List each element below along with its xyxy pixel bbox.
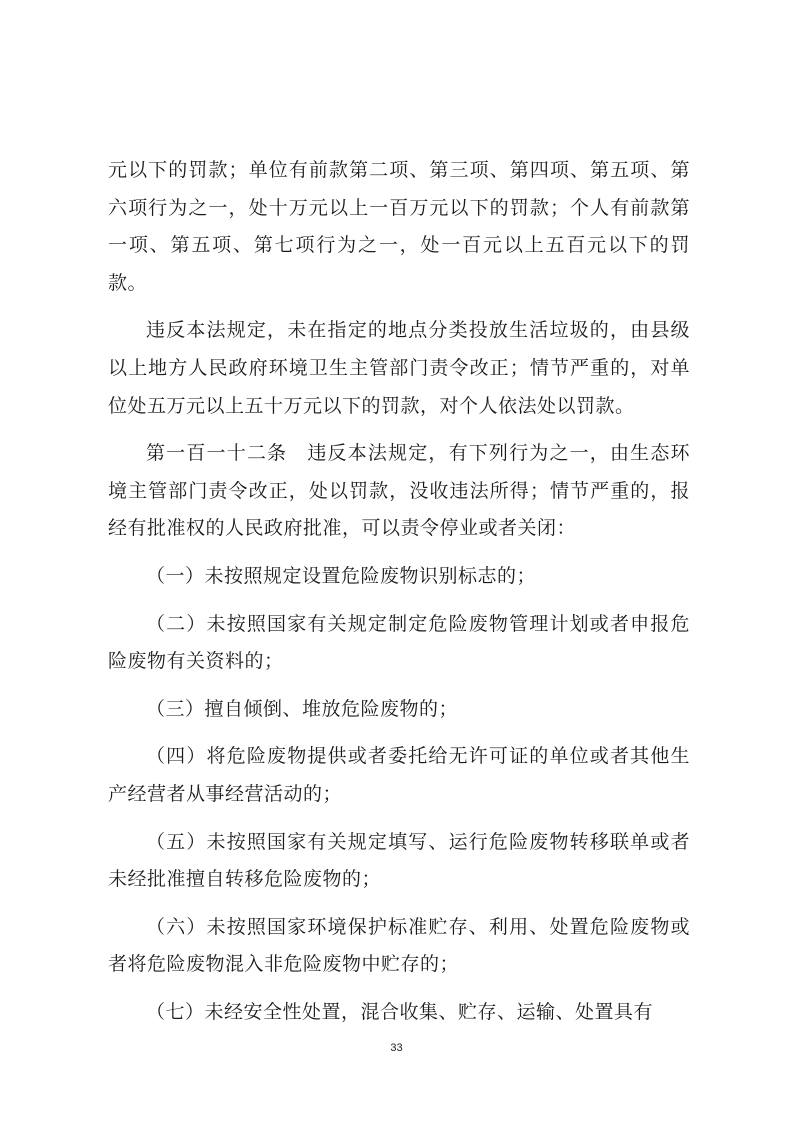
list-item: （六）未按照国家环境保护标准贮存、利用、处置危险废物或者将危险废物混入非危险废物中贮存的； (108, 915, 690, 976)
paragraph: 违反本法规定，未在指定的地点分类投放生活垃圾的，由县级以上地方人民政府环境卫生主管部门责令改正；情节严重的，对单位处五万元以上五十万元以下的罚款，对个人依法处以罚款。 (108, 319, 690, 417)
list-item: （二）未按照国家有关规定制定危险废物管理计划或者申报危险废物有关资料的； (108, 612, 690, 673)
list-item: （五）未按照国家有关规定填写、运行危险废物转移联单或者未经批准擅自转移危险废物的； (108, 830, 690, 891)
article-112: 第一百一十二条 违反本法规定，有下列行为之一，由生态环境主管部门责令改正，处以罚款，没收违法所得；情节严重的，报经有批准权的人民政府批准，可以责令停业或者关闭： (108, 442, 690, 540)
body-text (108, 152, 690, 1041)
list-item: （三）擅自倾倒、堆放危险废物的； (146, 697, 459, 720)
list-item: （四）将危险废物提供或者委托给无许可证的单位或者其他生产经营者从事经营活动的； (108, 745, 690, 805)
page-number: 33 (390, 1042, 403, 1054)
paragraph: 元以下的罚款；单位有前款第二项、第三项、第四项、第五项、第六项行为之一，处十万元以上一百万元以下的罚款；个人有前款第一项、第五项、第七项行为之一，处一百元以上五百元以下的罚款。 (108, 159, 690, 294)
list-item: （一）未按照规定设置危险废物识别标志的； (146, 564, 537, 587)
list-item: （七）未经安全性处置，混合收集、贮存、运输、处置具有 (146, 1000, 654, 1023)
